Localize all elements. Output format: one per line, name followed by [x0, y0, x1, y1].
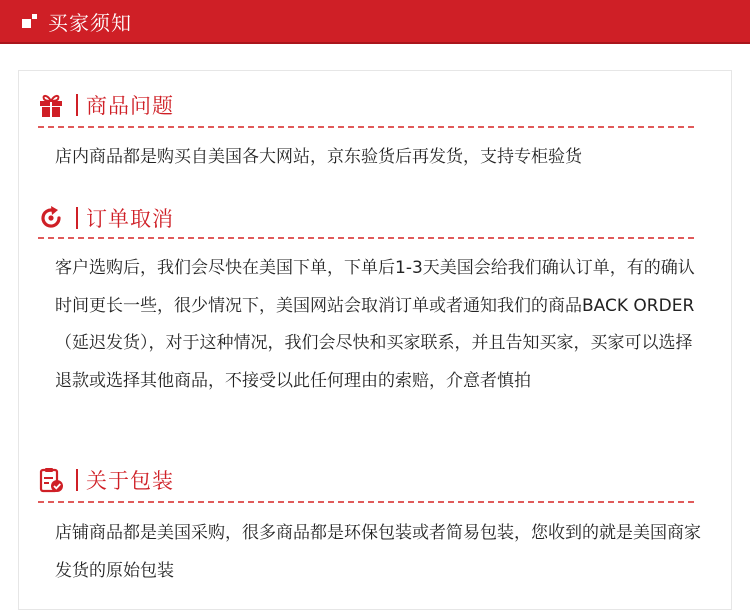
dashed-divider	[38, 501, 694, 503]
section-title: 商品问题	[86, 94, 174, 118]
dashed-divider	[38, 237, 694, 239]
heading-divider	[76, 469, 78, 491]
header-bar	[0, 0, 750, 44]
section-body: 店内商品都是购买自美国各大网站，京东验货后再发货，支持专柜验货	[55, 147, 582, 167]
section-body: 店铺商品都是美国采购，很多商品都是环保包装或者简易包装，您收到的就是美国商家发货的原始包装	[55, 523, 701, 581]
section-title: 关于包装	[86, 469, 174, 493]
section-heading-product-issues	[38, 90, 174, 120]
corner-squares-icon	[22, 13, 38, 29]
gift-icon	[38, 92, 64, 118]
section-heading-packaging	[38, 465, 174, 495]
refresh-icon	[38, 205, 64, 231]
section-heading-order-cancel	[38, 203, 174, 233]
dashed-divider	[38, 126, 694, 128]
section-title: 订单取消	[86, 207, 174, 231]
heading-divider	[76, 207, 78, 229]
heading-divider	[76, 94, 78, 116]
clipboard-check-icon	[38, 467, 64, 493]
section-body: 客户选购后，我们会尽快在美国下单，下单后1-3天美国会给我们确认订单，有的确认时间更长一些，很少情况下，美国网站会取消订单或者通知我们的商品BACK ORDER（延迟发货），对于这种情况，我们会尽快和买家联系，并且告知买家，买家可以选择退款或选择其他商品，不接受以此任何理由的索赔，介意者慎拍	[55, 258, 695, 391]
page-title: 买家须知	[48, 10, 132, 35]
